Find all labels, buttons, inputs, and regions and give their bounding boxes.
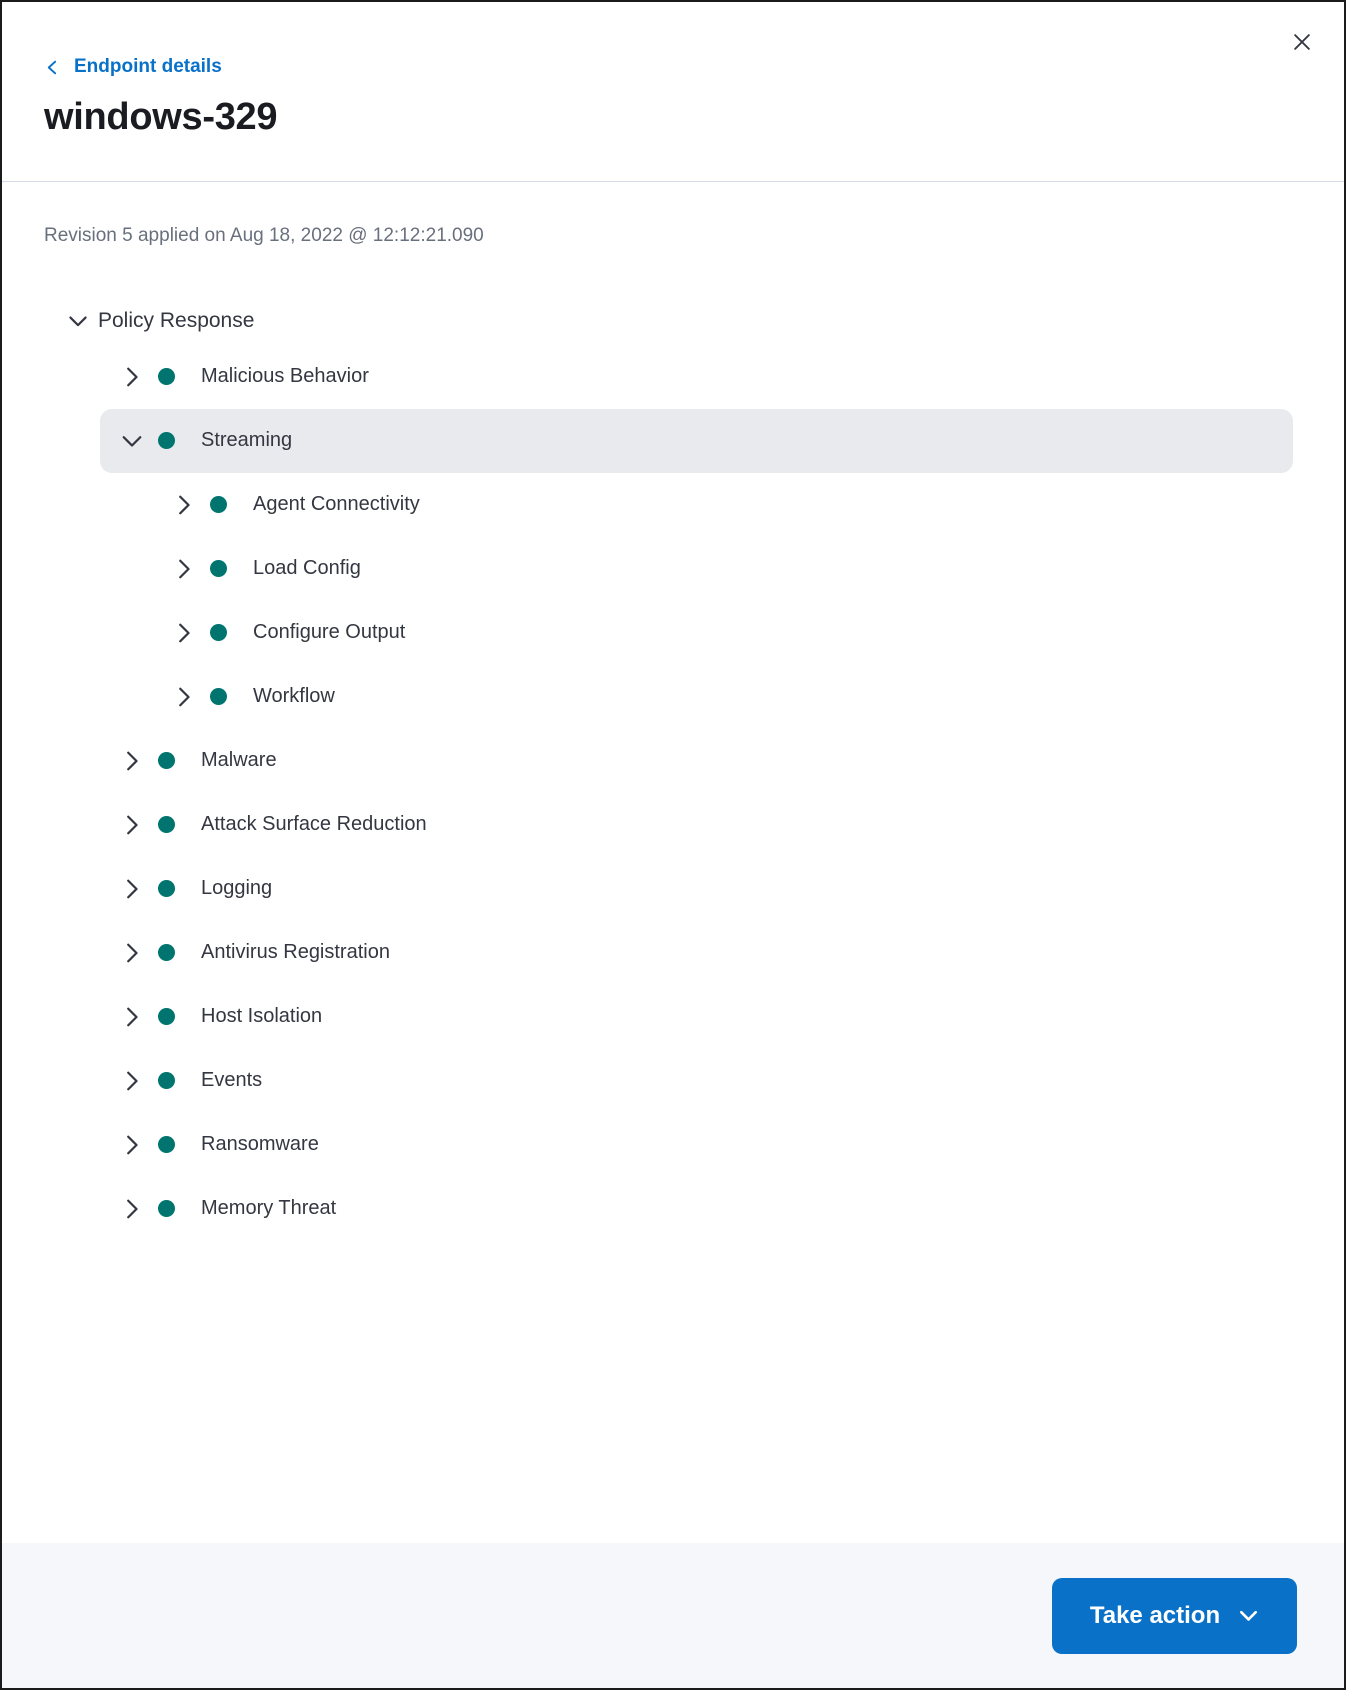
tree-item-label: Host Isolation <box>201 1005 323 1027</box>
chevron-right-icon[interactable] <box>120 1133 144 1157</box>
revision-applied-text: Revision 5 applied on Aug 18, 2022 @ 12:12:21.090 <box>44 224 484 246</box>
tree-item[interactable] <box>100 729 1293 793</box>
status-dot <box>210 496 227 513</box>
chevron-right-icon[interactable] <box>120 1069 144 1093</box>
status-dot <box>158 368 175 385</box>
take-action-label: Take action <box>1089 1601 1221 1629</box>
tree-item[interactable] <box>100 921 1293 985</box>
policy-response-tree <box>44 297 1302 1241</box>
tree-item-label: Memory Threat <box>201 1197 337 1219</box>
status-dot <box>158 816 175 833</box>
chevron-left-icon <box>44 59 61 76</box>
back-link-label: Endpoint details <box>74 56 222 77</box>
tree-item[interactable] <box>100 1049 1293 1113</box>
tree-item-label: Malware <box>201 749 277 771</box>
tree-item[interactable] <box>100 601 1293 665</box>
close-icon <box>1291 31 1313 53</box>
status-dot <box>158 1072 175 1089</box>
tree-item[interactable] <box>100 537 1293 601</box>
chevron-down-icon <box>1238 1605 1259 1626</box>
flyout-header <box>2 2 1344 181</box>
chevron-right-icon[interactable] <box>172 493 196 517</box>
chevron-right-icon[interactable] <box>120 877 144 901</box>
tree-item-label: Load Config <box>253 557 361 579</box>
chevron-right-icon[interactable] <box>172 621 196 645</box>
status-dot <box>210 560 227 577</box>
close-button[interactable] <box>1284 24 1320 60</box>
tree-item-label: Ransomware <box>201 1133 319 1155</box>
chevron-down-icon[interactable] <box>120 429 144 453</box>
tree-item-label: Logging <box>201 877 273 899</box>
tree-item[interactable] <box>100 1113 1293 1177</box>
tree-item[interactable] <box>100 665 1293 729</box>
tree-item[interactable] <box>100 793 1293 857</box>
tree-item[interactable] <box>100 857 1293 921</box>
tree-item[interactable] <box>100 1177 1293 1241</box>
tree-item[interactable] <box>100 409 1293 473</box>
take-action-button[interactable] <box>1052 1578 1297 1654</box>
tree-item-label: Agent Connectivity <box>253 493 420 515</box>
status-dot <box>158 432 175 449</box>
status-dot <box>158 944 175 961</box>
flyout-body <box>2 182 1344 1544</box>
back-to-endpoint-details-link[interactable] <box>44 56 222 78</box>
tree-item-label: Antivirus Registration <box>201 941 390 963</box>
tree-root-label: Policy Response <box>98 308 255 332</box>
tree-item-label: Events <box>201 1069 263 1091</box>
chevron-right-icon[interactable] <box>120 941 144 965</box>
status-dot <box>158 752 175 769</box>
tree-root-policy-response[interactable] <box>44 297 1302 345</box>
chevron-right-icon[interactable] <box>120 1197 144 1221</box>
tree-item-label: Workflow <box>253 685 335 707</box>
page-title: windows-329 <box>44 95 278 138</box>
tree-item[interactable] <box>100 473 1293 537</box>
chevron-right-icon[interactable] <box>120 749 144 773</box>
status-dot <box>158 880 175 897</box>
flyout-footer <box>2 1543 1344 1688</box>
status-dot <box>158 1200 175 1217</box>
chevron-right-icon[interactable] <box>172 685 196 709</box>
chevron-right-icon[interactable] <box>172 557 196 581</box>
chevron-right-icon[interactable] <box>120 1005 144 1029</box>
status-dot <box>210 624 227 641</box>
status-dot <box>158 1136 175 1153</box>
chevron-down-icon <box>67 310 89 332</box>
tree-item-label: Streaming <box>201 429 293 451</box>
tree-item[interactable] <box>100 985 1293 1049</box>
status-dot <box>158 1008 175 1025</box>
tree-item[interactable] <box>100 345 1293 409</box>
chevron-right-icon[interactable] <box>120 813 144 837</box>
tree-item-label: Malicious Behavior <box>201 365 369 387</box>
tree-item-label: Configure Output <box>253 621 406 643</box>
status-dot <box>210 688 227 705</box>
chevron-right-icon[interactable] <box>120 365 144 389</box>
tree-item-label: Attack Surface Reduction <box>201 813 427 835</box>
tree-rows <box>100 345 1293 1241</box>
